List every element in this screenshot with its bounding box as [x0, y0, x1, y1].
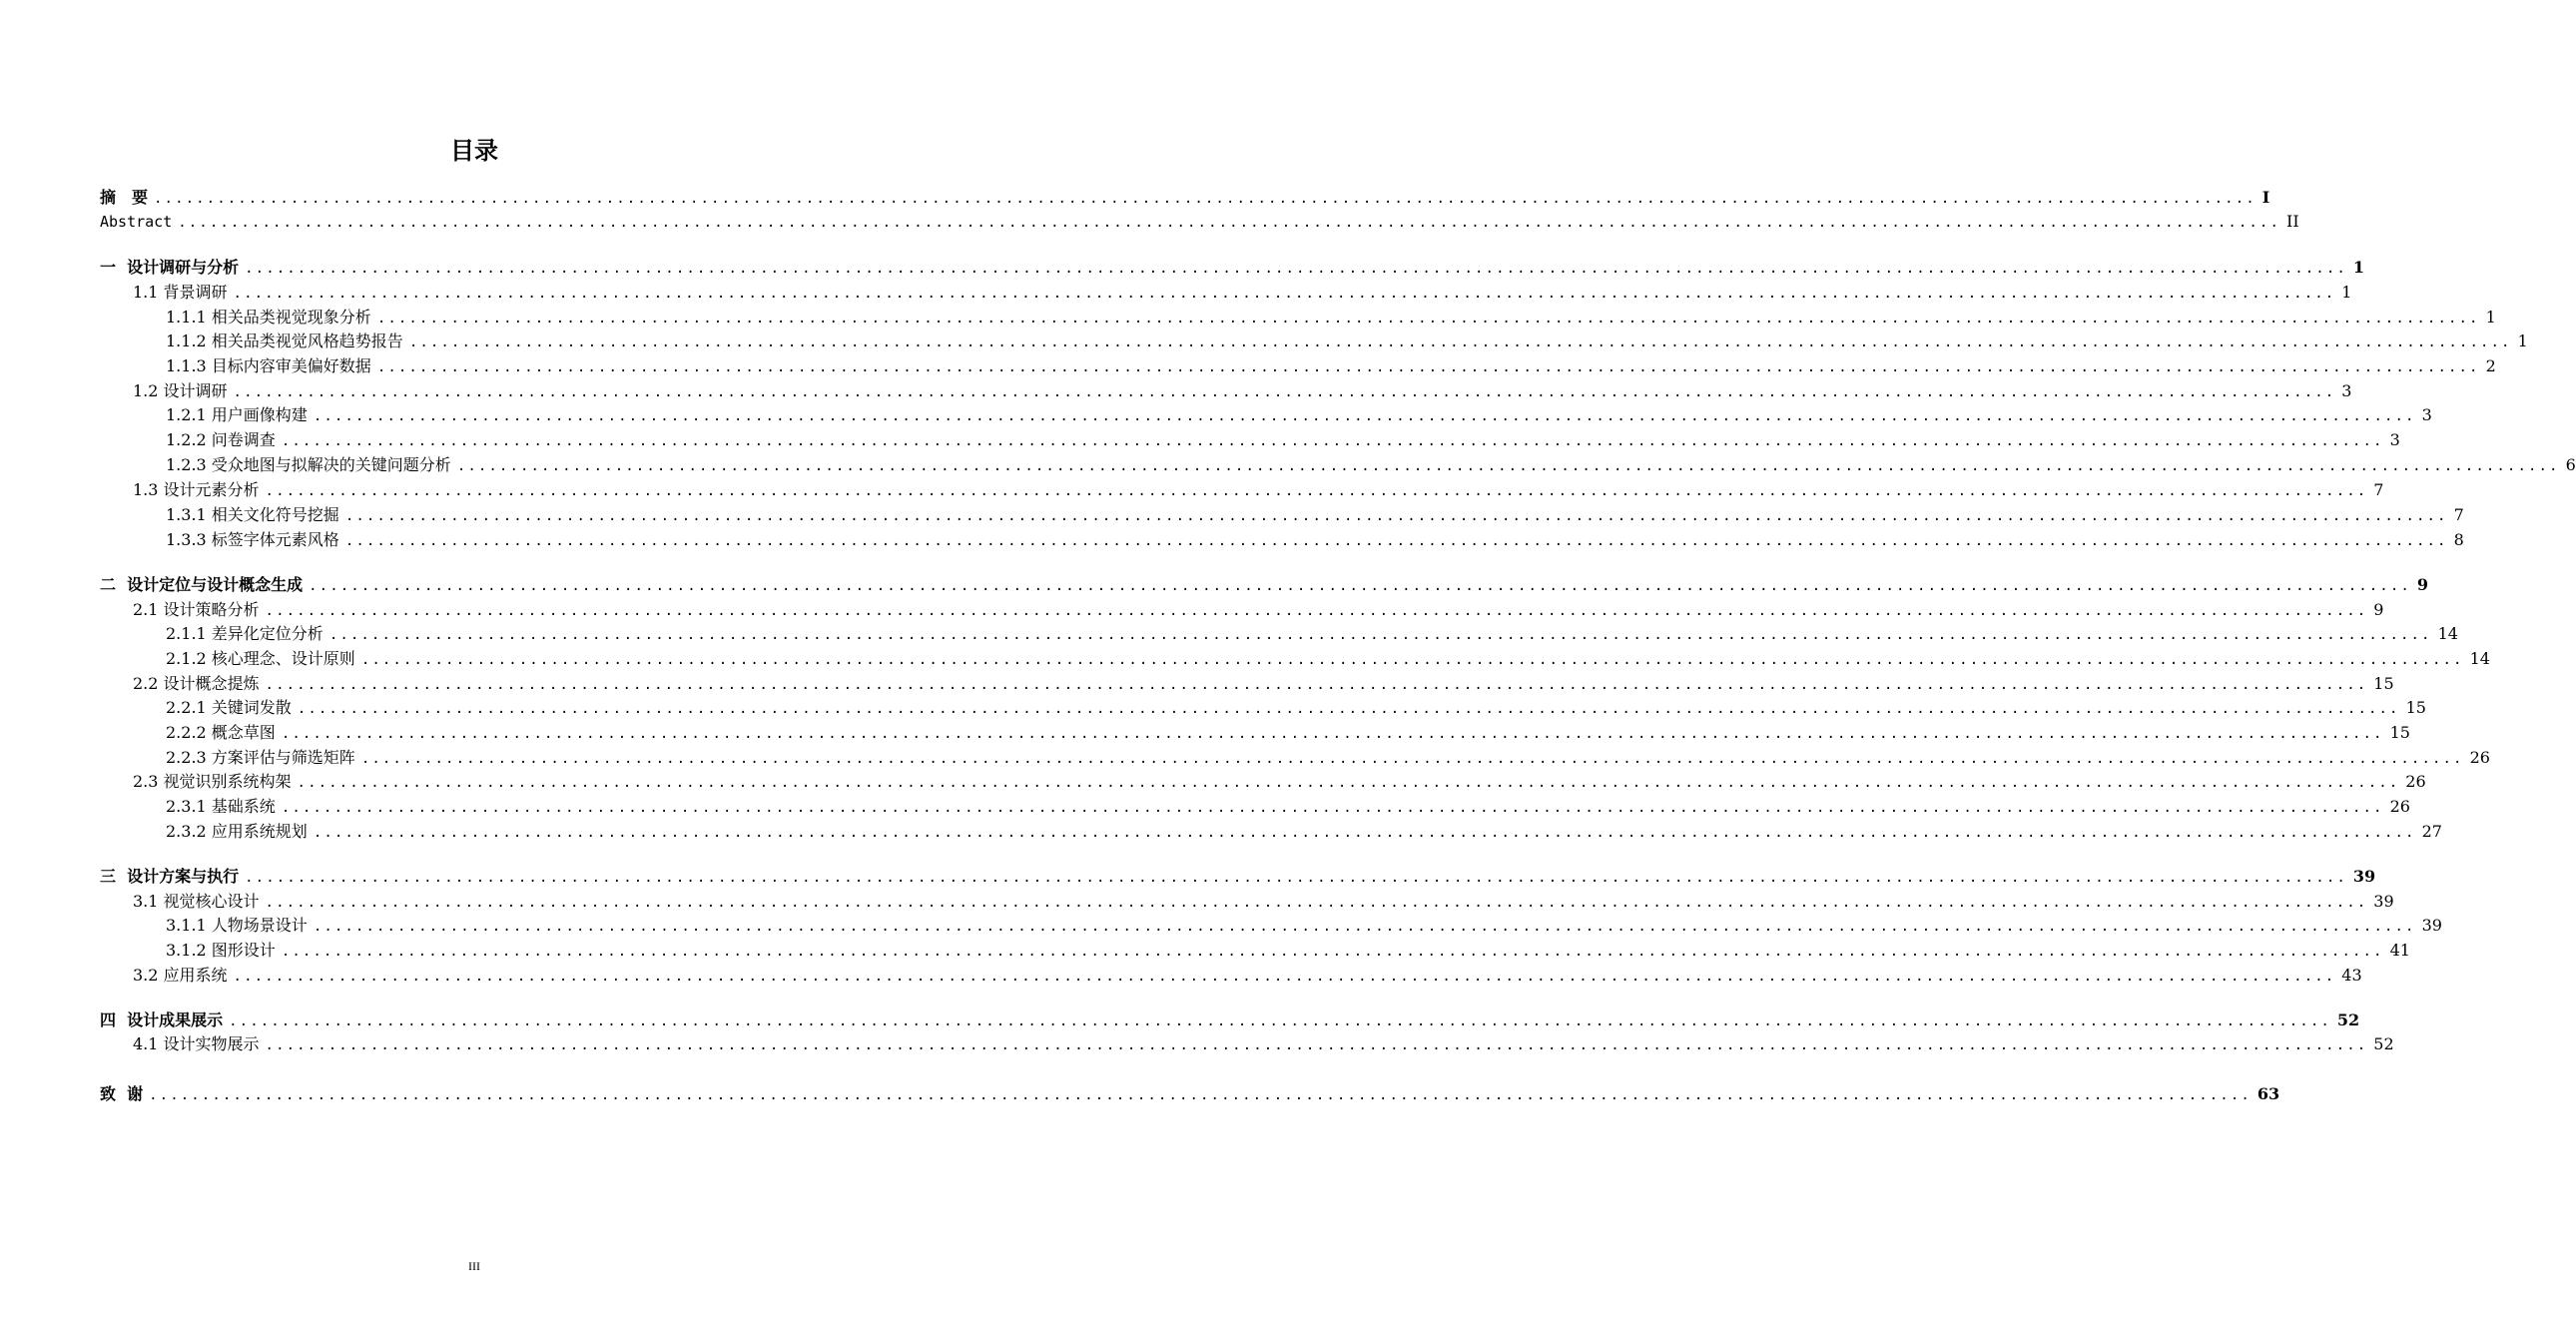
- toc-dot-leader: ........................................................................................................................................................................................................: [344, 508, 2448, 524]
- toc-entry-page: 27: [2421, 822, 2442, 841]
- toc-entry[interactable]: [100, 939, 2410, 963]
- toc-entry[interactable]: [100, 672, 2394, 696]
- toc-entry[interactable]: [100, 1008, 2360, 1032]
- toc-entry-label: 1.3.1 相关文化符号挖掘: [166, 505, 339, 524]
- page-number-footer: III: [468, 1259, 480, 1273]
- toc-entry-page: 52: [2336, 1010, 2360, 1029]
- toc-entry-label: 摘 要: [100, 188, 149, 207]
- toc-entry-page: 1: [2517, 332, 2528, 350]
- toc-entry[interactable]: [100, 820, 2442, 844]
- toc-entry-page: 3: [2389, 430, 2400, 449]
- toc-entry-label: 1.1.2 相关品类视觉风格趋势报告: [166, 332, 403, 350]
- toc-entry-label: 1.1 背景调研: [133, 283, 228, 302]
- toc-dot-leader: ........................................................................................................................................................................................................: [265, 677, 2368, 693]
- toc-entry-label: 1.2 设计调研: [133, 381, 228, 400]
- toc-entry-label: 3.2 应用系统: [133, 966, 228, 985]
- toc-dot-leader: ........................................................................................................................................................................................................: [360, 751, 2464, 767]
- toc-entry[interactable]: [100, 306, 2496, 330]
- toc-entry-label: 三 设计方案与执行: [100, 867, 240, 886]
- toc-entry-page: 9: [2373, 600, 2384, 619]
- toc-entry-label: Abstract: [100, 213, 173, 231]
- toc-entry[interactable]: [100, 528, 2464, 552]
- toc-dot-leader: ........................................................................................................................................................................................................: [360, 652, 2464, 668]
- toc-entry-label: 3.1 视觉核心设计: [133, 892, 260, 911]
- toc-entry-label: 2.3.2 应用系统规划: [166, 822, 308, 841]
- toc-entry[interactable]: [100, 453, 2576, 477]
- toc-dot-leader: ........................................................................................................................................................................................................: [154, 191, 2256, 207]
- toc-entry-page: 41: [2389, 941, 2410, 960]
- toc-entry[interactable]: [100, 428, 2400, 452]
- toc-dot-leader: ........................................................................................................................................................................................................: [376, 311, 2480, 327]
- toc-entry-label: 3.1.2 图形设计: [166, 941, 276, 960]
- toc-entry-page: 15: [2373, 674, 2394, 693]
- toc-entry[interactable]: [100, 914, 2442, 938]
- toc-dot-leader: ........................................................................................................................................................................................................: [233, 969, 2336, 985]
- toc-entry-label: 2.3 视觉识别系统构架: [133, 772, 292, 791]
- toc-dot-leader: ........................................................................................................................................................................................................: [281, 433, 2384, 449]
- toc-entry-page: 1: [2352, 258, 2365, 277]
- toc-dot-leader: ........................................................................................................................................................................................................: [297, 775, 2400, 791]
- toc-entry[interactable]: [100, 865, 2376, 889]
- toc-entry[interactable]: [100, 503, 2464, 527]
- toc-entry-label: 1.3.3 标签字体元素风格: [166, 530, 339, 549]
- toc-entry[interactable]: [100, 186, 2270, 210]
- toc-entry-page: 52: [2373, 1034, 2394, 1053]
- toc-dot-leader: ........................................................................................................................................................................................................: [233, 384, 2336, 400]
- toc-entry-label: 四 设计成果展示: [100, 1010, 224, 1029]
- toc-dot-leader: ........................................................................................................................................................................................................: [297, 701, 2400, 717]
- toc-entry-label: 1.2.1 用户画像构建: [166, 405, 308, 424]
- toc-dot-leader: ........................................................................................................................................................................................................: [344, 533, 2448, 549]
- toc-dot-leader: ........................................................................................................................................................................................................: [313, 919, 2416, 935]
- toc-entry-page: 39: [2352, 867, 2376, 886]
- toc-dot-leader: ........................................................................................................................................................................................................: [281, 726, 2384, 742]
- toc-entry-label: 一 设计调研与分析: [100, 258, 240, 277]
- toc-entry[interactable]: [100, 770, 2426, 794]
- toc-dot-leader: ........................................................................................................................................................................................................: [245, 261, 2347, 277]
- toc-entry-page: 6: [2565, 455, 2576, 474]
- toc-entry[interactable]: [100, 746, 2490, 770]
- toc-entry-page: 26: [2389, 797, 2410, 816]
- toc-dot-leader: ........................................................................................................................................................................................................: [281, 800, 2384, 816]
- toc-entry-page: 7: [2453, 505, 2464, 524]
- toc-entry[interactable]: [100, 647, 2490, 671]
- toc-entry-label: 2.2.1 关键词发散: [166, 698, 292, 717]
- toc-entry-page: 1: [2485, 308, 2496, 327]
- toc-entry-page: 15: [2405, 698, 2426, 717]
- toc-dot-leader: ........................................................................................................................................................................................................: [309, 578, 2411, 594]
- toc-entry-page: II: [2286, 212, 2299, 231]
- toc-entry-page: 3: [2341, 381, 2352, 400]
- toc-entry-page: 63: [2256, 1084, 2280, 1103]
- toc-entry-page: 3: [2421, 405, 2432, 424]
- toc-entry[interactable]: [100, 890, 2394, 914]
- toc-entry[interactable]: [100, 403, 2432, 427]
- toc-dot-leader: ........................................................................................................................................................................................................: [265, 895, 2368, 911]
- toc-entry-page: 9: [2416, 575, 2429, 594]
- toc-dot-leader: ........................................................................................................................................................................................................: [313, 825, 2416, 841]
- toc-entry-label: 1.1.1 相关品类视觉现象分析: [166, 308, 371, 327]
- toc-dot-leader: ........................................................................................................................................................................................................: [456, 458, 2560, 474]
- toc-entry[interactable]: [100, 256, 2365, 280]
- toc-dot-leader: ........................................................................................................................................................................................................: [265, 1037, 2368, 1053]
- toc-entry-label: 4.1 设计实物展示: [133, 1034, 260, 1053]
- toc-entry-label: 二 设计定位与设计概念生成: [100, 575, 304, 594]
- toc-entry-label: 2.2 设计概念提炼: [133, 674, 260, 693]
- toc-dot-leader: ........................................................................................................................................................................................................: [408, 335, 2512, 350]
- toc-entry[interactable]: [100, 478, 2384, 502]
- toc-dot-leader: ........................................................................................................................................................................................................: [149, 1087, 2252, 1103]
- toc-entry[interactable]: [100, 721, 2410, 745]
- toc-entry[interactable]: [100, 696, 2426, 720]
- toc-entry-page: 15: [2389, 723, 2410, 742]
- toc-entry-page: 7: [2373, 480, 2384, 499]
- toc-entry-label: 1.1.3 目标内容审美偏好数据: [166, 356, 371, 375]
- toc-entry-label: 致 谢: [100, 1084, 144, 1103]
- toc-dot-leader: ........................................................................................................................................................................................................: [265, 483, 2368, 499]
- toc-entry-label: 2.3.1 基础系统: [166, 797, 276, 816]
- toc-entry-page: 43: [2341, 966, 2362, 985]
- toc-entry[interactable]: [100, 281, 2352, 305]
- toc-entry-page: 14: [2437, 624, 2458, 643]
- toc-entry[interactable]: [100, 1082, 2280, 1106]
- toc-dot-leader: ........................................................................................................................................................................................................: [376, 359, 2480, 375]
- toc-entry[interactable]: [100, 1032, 2394, 1056]
- toc-entry[interactable]: [100, 210, 2299, 234]
- toc-dot-leader: ........................................................................................................................................................................................................: [178, 215, 2280, 231]
- toc-entry-label: 2.2.3 方案评估与筛选矩阵: [166, 748, 355, 767]
- toc-dot-leader: ........................................................................................................................................................................................................: [281, 944, 2384, 960]
- toc-entry[interactable]: [100, 354, 2496, 378]
- toc-dot-leader: ........................................................................................................................................................................................................: [313, 408, 2416, 424]
- toc-dot-leader: ........................................................................................................................................................................................................: [229, 1013, 2331, 1029]
- toc-entry-label: 2.1 设计策略分析: [133, 600, 260, 619]
- toc-entry-page: I: [2261, 188, 2270, 207]
- toc-entry-label: 1.2.3 受众地图与拟解决的关键问题分析: [166, 455, 451, 474]
- toc-entry-page: 26: [2469, 748, 2490, 767]
- toc-entry-label: 2.1.2 核心理念、设计原则: [166, 649, 355, 668]
- toc-entry[interactable]: [100, 573, 2429, 597]
- toc-entry[interactable]: [100, 964, 2362, 988]
- toc-dot-leader: ........................................................................................................................................................................................................: [328, 627, 2432, 643]
- toc-entry[interactable]: [100, 598, 2384, 622]
- toc-entry-page: 14: [2469, 649, 2490, 668]
- toc-entry[interactable]: [100, 622, 2458, 646]
- toc-entry-page: 1: [2341, 283, 2352, 302]
- toc-entry-label: 2.2.2 概念草图: [166, 723, 276, 742]
- toc-title: 目录: [450, 136, 498, 165]
- toc-entry[interactable]: [100, 379, 2352, 403]
- toc-entry-page: 2: [2485, 356, 2496, 375]
- toc-dot-leader: ........................................................................................................................................................................................................: [233, 286, 2336, 302]
- toc-entry-label: 1.3 设计元素分析: [133, 480, 260, 499]
- toc-entry-page: 26: [2405, 772, 2426, 791]
- toc-entry[interactable]: [100, 795, 2410, 819]
- toc-entry-page: 8: [2453, 530, 2464, 549]
- toc-dot-leader: ........................................................................................................................................................................................................: [245, 870, 2347, 886]
- toc-entry-label: 3.1.1 人物场景设计: [166, 916, 308, 935]
- toc-entry-label: 1.2.2 问卷调查: [166, 430, 276, 449]
- toc-entry-label: 2.1.1 差异化定位分析: [166, 624, 323, 643]
- toc-entry[interactable]: [100, 330, 2528, 353]
- toc-entry-page: 39: [2373, 892, 2394, 911]
- toc-entry-page: 39: [2421, 916, 2442, 935]
- toc-dot-leader: ........................................................................................................................................................................................................: [265, 603, 2368, 619]
